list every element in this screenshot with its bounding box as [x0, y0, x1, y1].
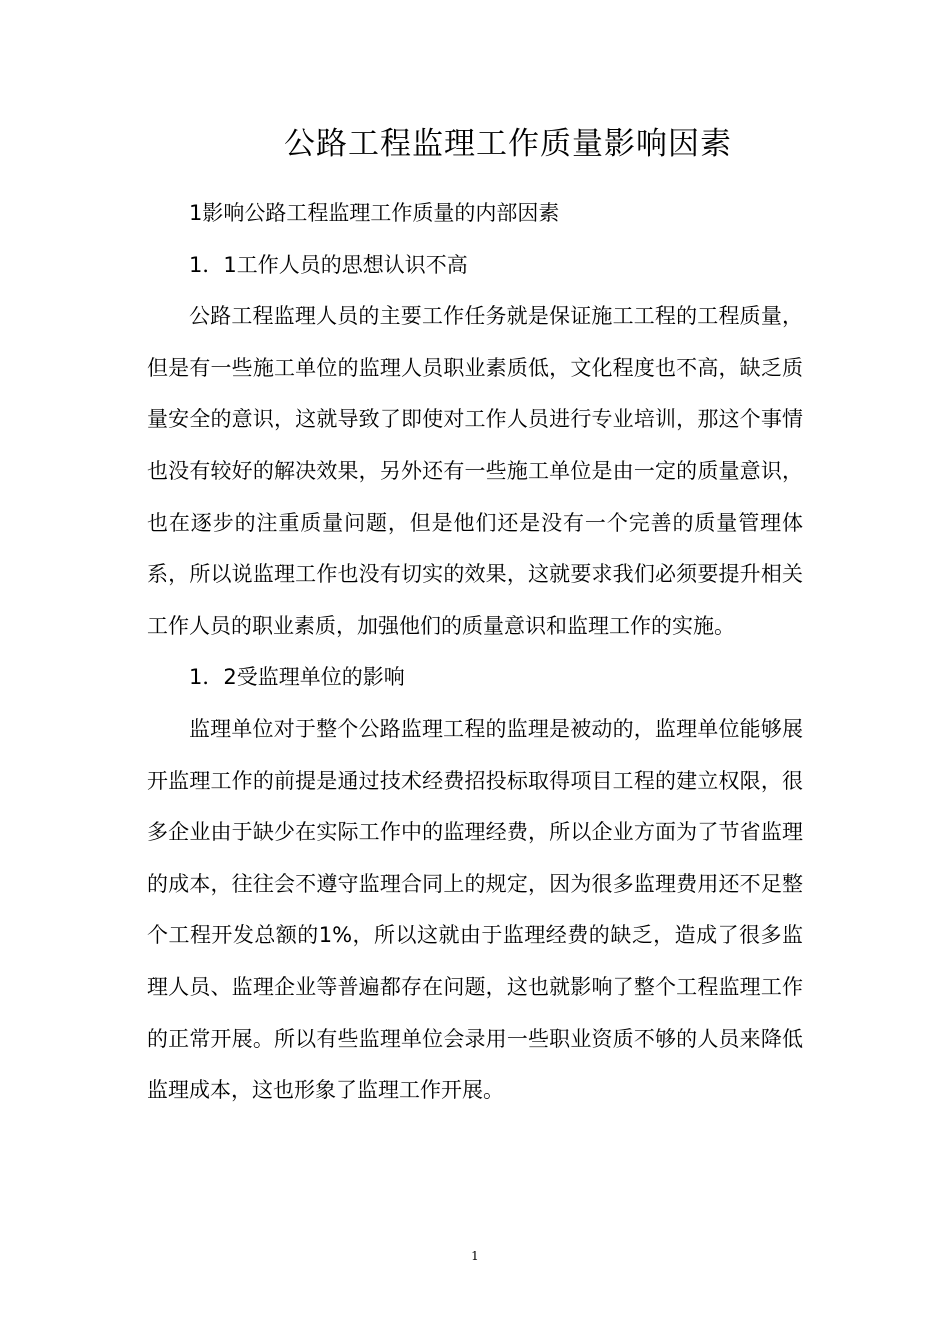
subsection-heading-1-2: 1．2受监理单位的影响: [189, 665, 405, 690]
document-body: [147, 188, 803, 1117]
subsection-heading-1-1: 1．1工作人员的思想认识不高: [189, 252, 468, 277]
body-paragraph: 监理单位对于整个公路监理工程的监理是被动的，监理单位能够展开监理工作的前提是通过技术经费招投标取得项目工程的建立权限，很多企业由于缺少在实际工作中的监理经费，所以企业方面为了节省监理的成本，往往会不遵守监理合同上的规定，因为很多监理费用还不足整个工程开发总额的1%，所以这就由于监理经费的缺乏，造成了很多监理人员、监理企业等普遍都存在问题，这也就影响了整个工程监理工作的正常开展。所以有些监理单位会录用一些职业资质不够的人员来降低监理成本，这也形象了监理工作开展。: [147, 716, 803, 1103]
page-number: 1: [471, 1249, 479, 1263]
document-title: 公路工程监理工作质量影响因素: [284, 126, 732, 162]
section-heading-1: 1影响公路工程监理工作质量的内部因素: [189, 201, 560, 225]
body-paragraph: 公路工程监理人员的主要工作任务就是保证施工工程的工程质量，但是有一些施工单位的监理人员职业素质低，文化程度也不高，缺乏质量安全的意识，这就导致了即使对工作人员进行专业培训，那这个事情也没有较好的解决效果，另外还有一些施工单位是由一定的质量意识，也在逐步的注重质量问题，但是他们还是没有一个完善的质量管理体系，所以说监理工作也没有切实的效果，这就要求我们必须要提升相关工作人员的职业素质，加强他们的质量意识和监理工作的实施。: [147, 304, 803, 638]
